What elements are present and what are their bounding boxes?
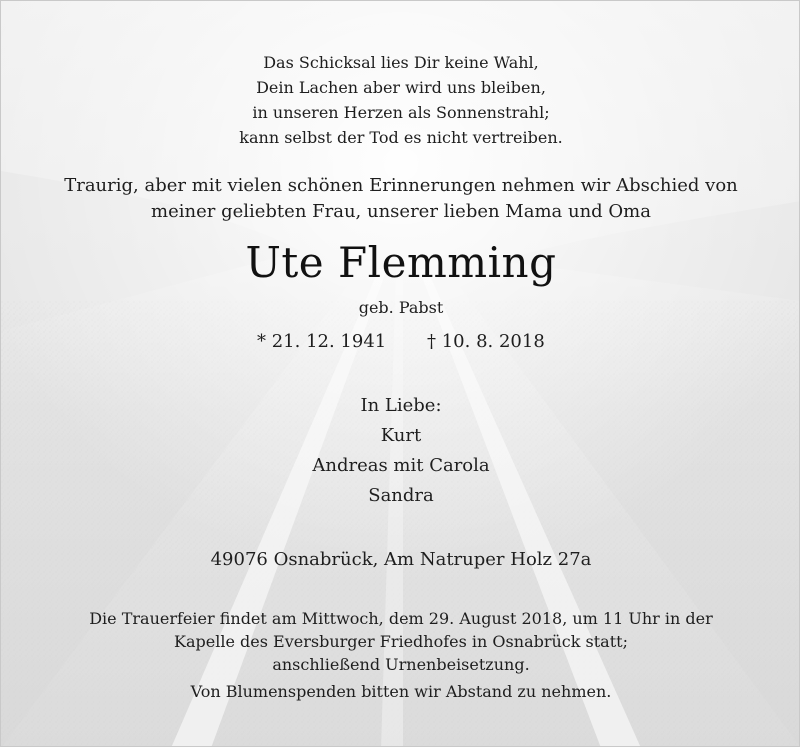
mourner-name: Andreas mit Carola <box>312 455 490 476</box>
mourners-heading: In Liebe: <box>360 395 442 416</box>
funeral-notice-line: Die Trauerfeier findet am Mittwoch, dem 29. August 2018, um 11 Uhr in der <box>89 609 713 628</box>
birth-date: * 21. 12. 1941 <box>257 331 387 352</box>
death-date: † 10. 8. 2018 <box>427 331 545 352</box>
mourner-name: Sandra <box>368 485 434 506</box>
poem-line: kann selbst der Tod es nicht vertreiben. <box>239 128 563 147</box>
family-address: 49076 Osnabrück, Am Natruper Holz 27a <box>210 549 592 570</box>
flower-notice: Von Blumenspenden bitten wir Abstand zu nehmen. <box>190 682 612 701</box>
intro-line: meiner geliebten Frau, unserer lieben Mama und Oma <box>151 201 651 222</box>
poem-line: Das Schicksal lies Dir keine Wahl, <box>263 53 539 72</box>
poem-line: in unseren Herzen als Sonnenstrahl; <box>252 103 550 122</box>
funeral-notice-line: anschließend Urnenbeisetzung. <box>272 655 530 674</box>
notice-text <box>1 1 800 747</box>
mourner-name: Kurt <box>380 425 422 446</box>
intro-line: Traurig, aber mit vielen schönen Erinnerungen nehmen wir Abschied von <box>64 175 738 196</box>
poem-line: Dein Lachen aber wird uns bleiben, <box>256 78 546 97</box>
deceased-name: Ute Flemming <box>245 238 557 287</box>
birth-name: geb. Pabst <box>358 298 444 317</box>
funeral-notice-line: Kapelle des Eversburger Friedhofes in Osnabrück statt; <box>174 632 628 651</box>
